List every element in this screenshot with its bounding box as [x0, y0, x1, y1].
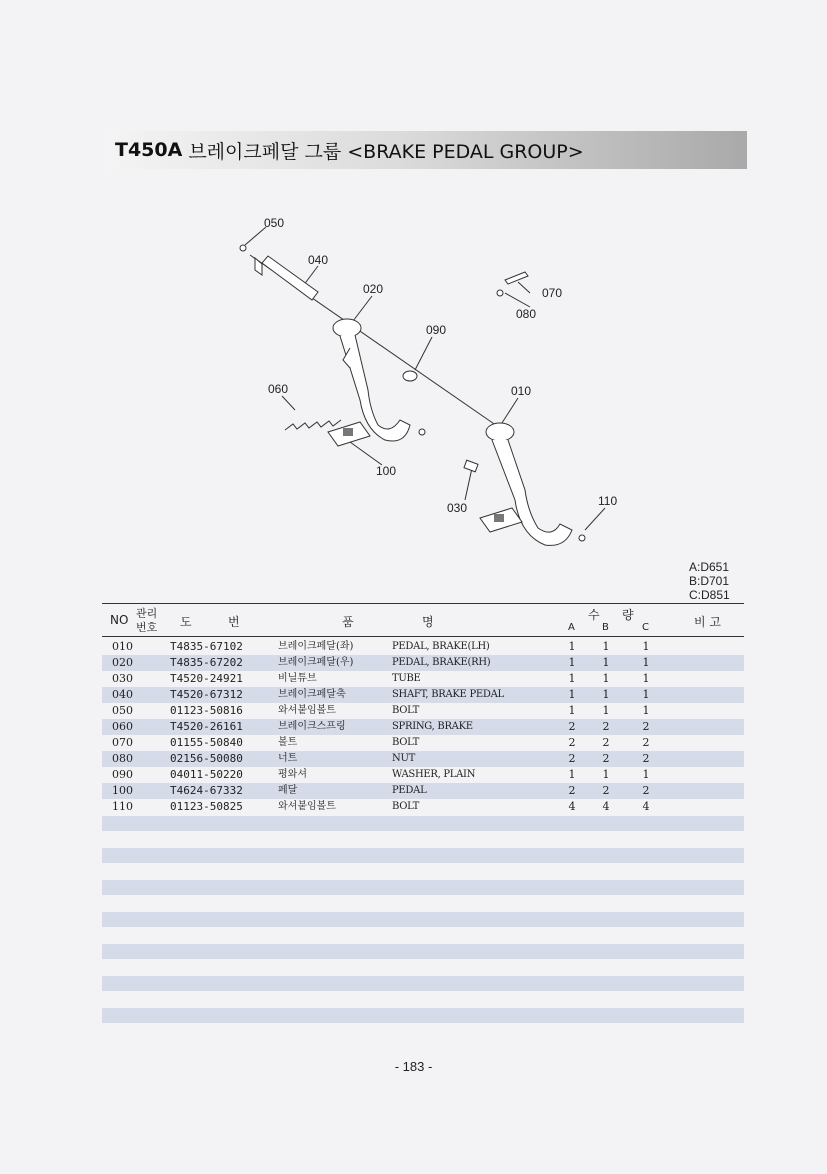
- cell-no: 010: [112, 640, 133, 653]
- cell-no: 050: [112, 704, 133, 717]
- cell-qty-a: 4: [568, 800, 576, 813]
- cell-qty-a: 1: [568, 672, 576, 685]
- cell-qty-c: 1: [642, 688, 650, 701]
- cell-qty-a: 2: [568, 784, 576, 797]
- cell-qty-c: 1: [642, 640, 650, 653]
- table-row: [102, 703, 744, 719]
- cell-no: 100: [112, 784, 133, 797]
- cell-qty-a: 1: [568, 656, 576, 669]
- empty-table-rows: [102, 816, 744, 1040]
- empty-row: [102, 848, 744, 863]
- cell-qty-b: 2: [602, 736, 610, 749]
- cell-part-no: 01123-50816: [170, 704, 243, 717]
- cell-no: 070: [112, 736, 133, 749]
- cell-part-no: 01123-50825: [170, 800, 243, 813]
- cell-name-en: BOLT: [392, 705, 420, 716]
- cell-part-no: T4520-67312: [170, 688, 243, 701]
- empty-row: [102, 944, 744, 959]
- cell-part-no: T4520-26161: [170, 720, 243, 733]
- table-row: [102, 751, 744, 767]
- callout-020: 020: [363, 282, 384, 296]
- cell-no: 090: [112, 768, 133, 781]
- table-row: [102, 671, 744, 687]
- callout-060: 060: [268, 382, 289, 396]
- header-name-2: 명: [422, 615, 434, 629]
- model-c: C:D851: [689, 588, 730, 602]
- callout-050: 050: [264, 216, 285, 230]
- callout-100: 100: [376, 464, 397, 478]
- header-mgmt-2: 번호: [136, 621, 158, 634]
- cell-qty-a: 2: [568, 752, 576, 765]
- model-code: T450A: [115, 139, 183, 161]
- cell-qty-b: 1: [602, 768, 610, 781]
- cell-name-en: BOLT: [392, 801, 420, 812]
- header-c: C: [642, 622, 649, 633]
- cell-name-en: WASHER, PLAIN: [392, 769, 476, 780]
- cell-part-no: 01155-50840: [170, 736, 243, 749]
- header-qty-2: 량: [622, 608, 634, 622]
- cell-name-en: TUBE: [392, 673, 421, 684]
- cell-part-no: T4520-24921: [170, 672, 243, 685]
- cell-qty-b: 1: [602, 704, 610, 717]
- page-title: [105, 131, 747, 169]
- cell-no: 110: [112, 800, 133, 813]
- cell-name-en: SHAFT, BRAKE PEDAL: [392, 689, 504, 700]
- cell-qty-c: 1: [642, 704, 650, 717]
- cell-name-en: PEDAL: [392, 785, 427, 796]
- callout-070: 070: [542, 286, 563, 300]
- cell-qty-b: 1: [602, 688, 610, 701]
- cell-name-kr: 브레이크페달축: [278, 689, 346, 700]
- cell-part-no: 04011-50220: [170, 768, 243, 781]
- cell-no: 080: [112, 752, 133, 765]
- cell-name-kr: 와셔붙임볼트: [278, 705, 336, 716]
- cell-qty-b: 1: [602, 672, 610, 685]
- cell-name-en: PEDAL, BRAKE(RH): [392, 657, 491, 668]
- header-a: A: [568, 622, 575, 633]
- cell-qty-c: 2: [642, 752, 650, 765]
- header-remark: 비 고: [694, 615, 721, 629]
- empty-row: [102, 880, 744, 895]
- cell-qty-a: 1: [568, 640, 576, 653]
- empty-row: [102, 816, 744, 831]
- header-qty-1: 수: [588, 608, 600, 622]
- cell-qty-a: 1: [568, 768, 576, 781]
- table-row: [102, 783, 744, 799]
- cell-name-en: NUT: [392, 753, 415, 764]
- cell-no: 040: [112, 688, 133, 701]
- header-drawing-2: 번: [228, 615, 240, 629]
- cell-qty-a: 2: [568, 720, 576, 733]
- table-row: [102, 799, 744, 815]
- cell-part-no: 02156-50080: [170, 752, 243, 765]
- cell-part-no: T4624-67332: [170, 784, 243, 797]
- cell-name-kr: 볼트: [278, 737, 298, 748]
- table-row: [102, 639, 744, 655]
- callout-080: 080: [516, 307, 537, 321]
- model-b: B:D701: [689, 574, 730, 588]
- cell-qty-a: 1: [568, 688, 576, 701]
- empty-row: [102, 1008, 744, 1023]
- table-row: [102, 735, 744, 751]
- cell-qty-c: 2: [642, 720, 650, 733]
- header-mgmt-1: 관리: [136, 607, 158, 620]
- cell-qty-b: 2: [602, 784, 610, 797]
- empty-row: [102, 912, 744, 927]
- cell-no: 020: [112, 656, 133, 669]
- cell-qty-c: 1: [642, 768, 650, 781]
- callout-030: 030: [447, 501, 468, 515]
- cell-no: 030: [112, 672, 133, 685]
- cell-qty-b: 2: [602, 752, 610, 765]
- exploded-diagram: [200, 200, 620, 560]
- cell-name-kr: 브레이크스프링: [278, 721, 346, 732]
- cell-qty-c: 2: [642, 736, 650, 749]
- cell-name-kr: 페달: [278, 785, 298, 796]
- cell-qty-b: 1: [602, 640, 610, 653]
- callout-010: 010: [511, 384, 532, 398]
- cell-name-kr: 와셔붙임볼트: [278, 801, 336, 812]
- cell-part-no: T4835-67202: [170, 656, 243, 669]
- cell-name-en: BOLT: [392, 737, 420, 748]
- parts-table-body: [102, 639, 744, 815]
- header-no: NO: [110, 613, 129, 627]
- empty-row: [102, 976, 744, 991]
- cell-qty-c: 2: [642, 784, 650, 797]
- cell-qty-c: 1: [642, 672, 650, 685]
- callout-040: 040: [308, 253, 329, 267]
- header-drawing-1: 도: [180, 615, 192, 629]
- table-row: [102, 687, 744, 703]
- cell-part-no: T4835-67102: [170, 640, 243, 653]
- cell-qty-a: 2: [568, 736, 576, 749]
- callout-110: 110: [598, 494, 618, 508]
- cell-name-kr: 브레이크페달(우): [278, 657, 354, 668]
- cell-qty-a: 1: [568, 704, 576, 717]
- page-number: - 183 -: [394, 1059, 433, 1074]
- parts-table-header: [102, 603, 744, 637]
- cell-name-kr: 브레이크페달(좌): [278, 641, 354, 652]
- cell-name-en: PEDAL, BRAKE(LH): [392, 641, 490, 652]
- model-legend: [689, 560, 749, 602]
- model-a: A:D651: [689, 560, 730, 574]
- cell-qty-b: 1: [602, 656, 610, 669]
- table-row: [102, 655, 744, 671]
- cell-name-en: SPRING, BRAKE: [392, 721, 473, 732]
- table-row: [102, 719, 744, 735]
- cell-qty-b: 2: [602, 720, 610, 733]
- cell-qty-c: 4: [642, 800, 650, 813]
- cell-qty-c: 1: [642, 656, 650, 669]
- cell-name-kr: 비닐튜브: [278, 673, 317, 684]
- cell-name-kr: 너트: [278, 753, 298, 764]
- table-row: [102, 767, 744, 783]
- header-name-1: 품: [342, 615, 354, 629]
- cell-qty-b: 4: [602, 800, 610, 813]
- cell-name-kr: 평와셔: [278, 769, 307, 780]
- cell-no: 060: [112, 720, 133, 733]
- callout-090: 090: [426, 323, 447, 337]
- header-b: B: [602, 622, 609, 633]
- title-text: 브레이크페달 그룹 <BRAKE PEDAL GROUP>: [188, 140, 584, 163]
